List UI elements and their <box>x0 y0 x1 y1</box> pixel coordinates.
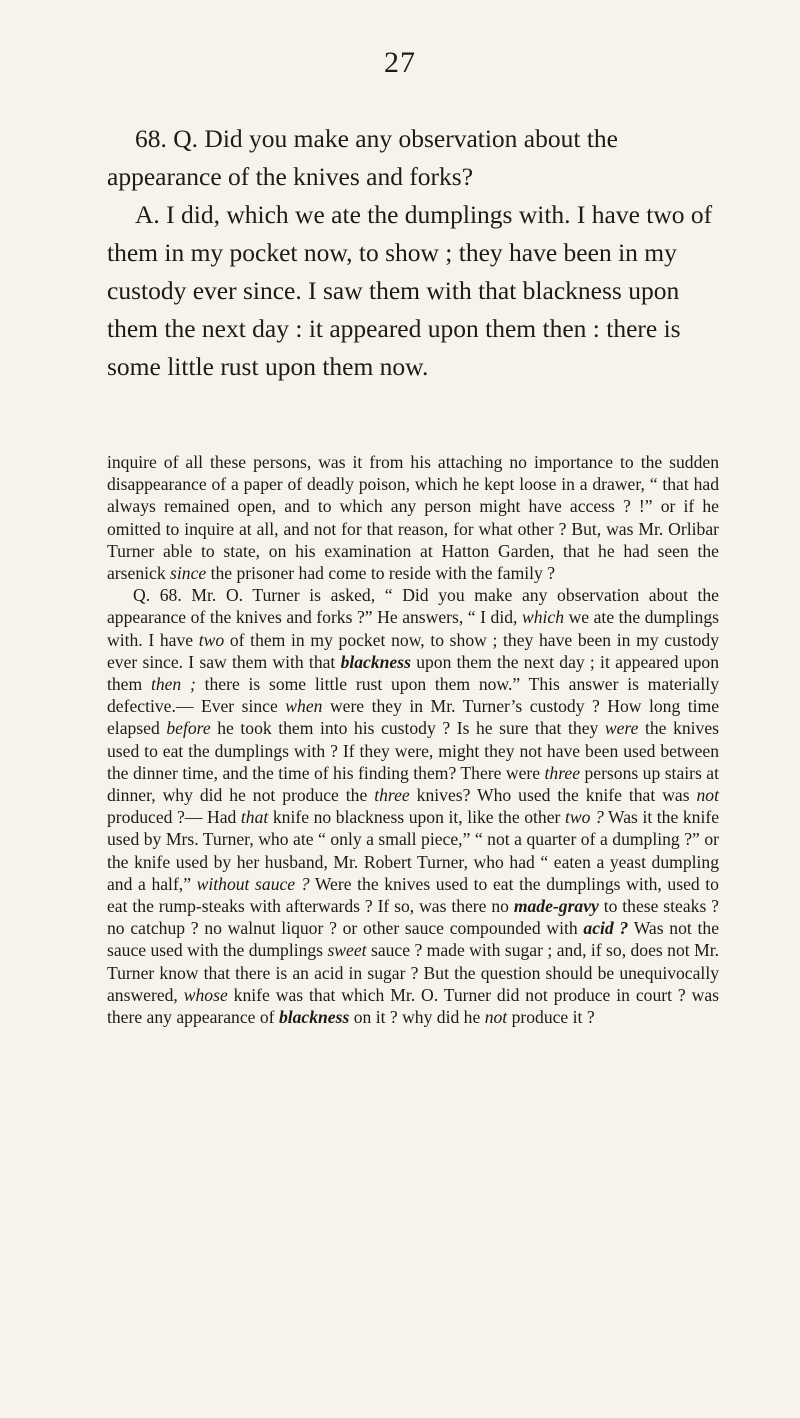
commentary-paragraph-2: Q. 68. Mr. O. Turner is asked, “ Did you make any observation about the appearance of the knives and forks ?” He answers, “ I did, which we ate the dumplings with. I have two of them in my pocket now, to show ; they have been in my custody ever since. I saw them with that blackness upon them the next day ; it appeared upon them then ; there is some little rust upon them now.” This answer is materially defective.— Ever since when were they in Mr. Turner’s custody ? How long time elapsed before he took them into his custody ? Is he sure that they were the knives used to eat the dumplings with ? If they were, might they not have been used between the dinner time, and the time of his finding them? There were three persons up stairs at dinner, why did he not produce the three knives? Who used the knife that was not produced ?— Had that knife no blackness upon it, like the other two ? Was it the knife used by Mrs. Turner, who ate “ only a small piece,” “ not a quarter of a dumpling ?” or the knife used by her husband, Mr. Robert Turner, who had “ eaten a yeast dumpling and a half,” without sauce ? Were the knives used to eat the dumplings with, used to eat the rump-steaks with afterwards ? If so, was there no made-gravy to these steaks ? no catchup ? no walnut liquor ? or other sauce compounded with acid ? Was not the sauce used with the dumplings sweet sauce ? made with sugar ; and, if so, does not Mr. Turner know that there is an acid in sugar ? But the question should be unequivocally answered, whose knife was that which Mr. O. Turner did not produce in court ? was there any appearance of blackness on it ? why did he not produce it ? <box>107 585 720 1028</box>
emphasis: sweet <box>327 940 367 961</box>
emphasis: were <box>604 718 639 739</box>
emphasis: that <box>240 807 269 828</box>
emphasis: two ? <box>564 807 604 828</box>
emphasis: made-gravy <box>513 896 599 917</box>
emphasis: not <box>484 1007 508 1028</box>
quoted-testimony <box>107 120 719 386</box>
question-paragraph: 68. Q. Did you make any observation about the appearance of the knives and forks? <box>107 124 618 191</box>
emphasis: three <box>544 762 581 783</box>
emphasis: not <box>696 785 719 806</box>
emphasis: two <box>198 629 225 650</box>
emphasis: without sauce ? <box>196 873 310 894</box>
emphasis: blackness <box>278 1007 350 1028</box>
answer-paragraph: A. I did, which we ate the dumplings with. I have two of them in my pocket now, to show ; they have been in my custody ever since. I saw them with that blackness upon them the next day : it appeared upon them then : there is some little rust upon them now. <box>107 200 713 381</box>
emphasis: since <box>170 563 207 584</box>
emphasis: acid ? <box>583 918 629 939</box>
emphasis: before <box>166 718 211 739</box>
emphasis: whose <box>183 984 228 1005</box>
commentary-block <box>107 451 719 1028</box>
emphasis: blackness <box>340 651 411 672</box>
emphasis: then ; <box>150 674 196 695</box>
page-number: 27 <box>384 46 416 79</box>
emphasis: when <box>285 696 323 717</box>
emphasis: which <box>521 607 565 628</box>
commentary-paragraph-1: inquire of all these persons, was it from his attaching no importance to the sudden disappearance of a paper of deadly poison, which he kept loose in a drawer, “ that had always remained open, and to which any person might have access ? !” or if he omitted to inquire at all, and not for that reason, for what other ? But, was Mr. Orlibar Turner able to state, on his examination at Hatton Garden, that he had seen the arsenick since the prisoner had come to reside with the family ? <box>107 452 719 584</box>
emphasis: three <box>374 785 410 806</box>
